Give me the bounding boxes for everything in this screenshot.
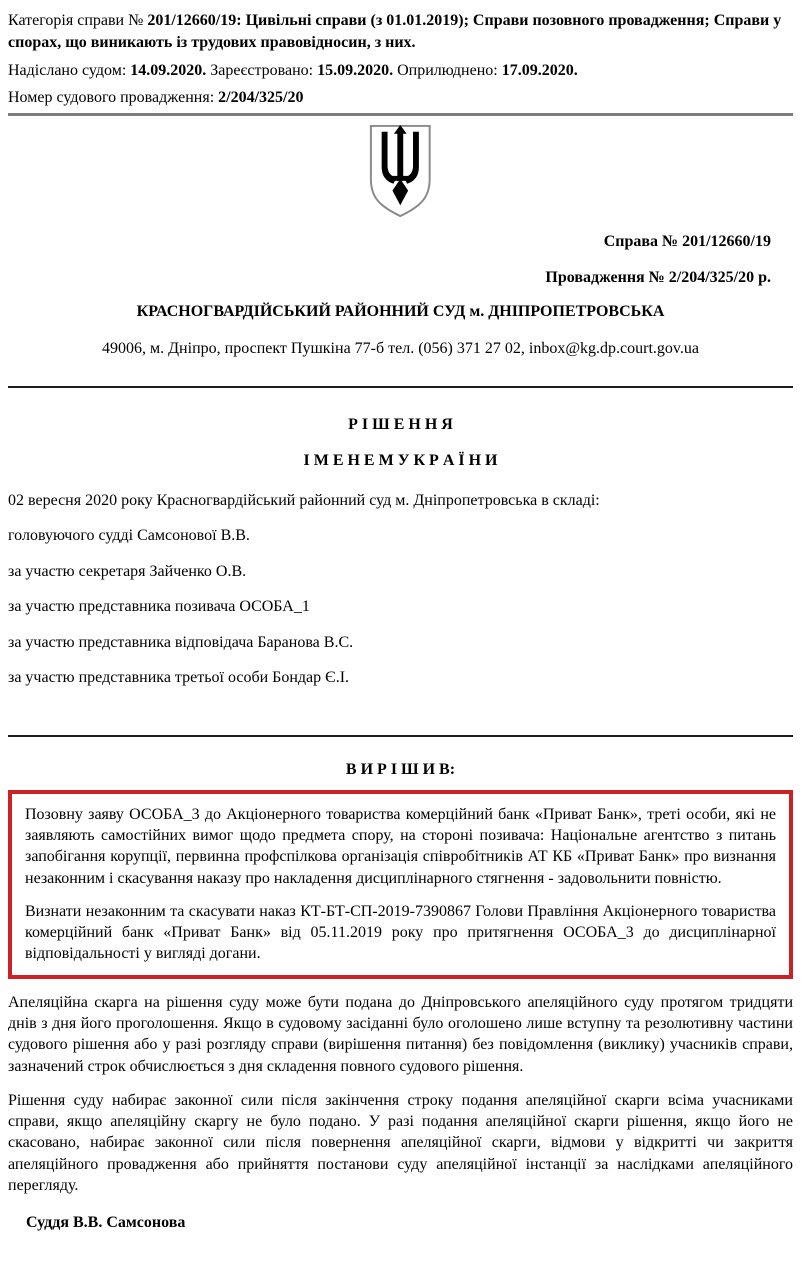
judge-signature-line: Суддя В.В. Самсонова (26, 1214, 186, 1232)
court-address: 49006, м. Дніпро, проспект Пушкіна 77-б тел. (056) 371 27 02, inbox@kg.dp.court.gov.ua (102, 340, 699, 358)
participant-plaintiff-representative: за участю представника позивача ОСОБА_1 (8, 598, 310, 616)
case-number-line: Справа № 201/12660/19 (603, 233, 771, 251)
case-category-label: Категорія справи № (8, 12, 148, 29)
sent-label: Надіслано судом: (8, 62, 131, 80)
section-divider-top (8, 386, 793, 388)
in-name-of-ukraine-title: І М Е Н Е М У К Р А Ї Н И (303, 452, 498, 470)
appeal-paragraph-1: Апеляційна скарга на рішення суду може бути подана до Дніпровського апеляційного суду протягом тридцяти днів з дня його проголошення. Якщо в судовому засіданні було оголошено лише вступну та резолютивну частини судового рішення або у разі розгляду справи (вирішення питання) без повідомлення (виклику) учасників справи, зазначений строк обчислюється з дня складення повного судового рішення. (8, 993, 793, 1075)
proceeding-number-line (8, 87, 793, 109)
dates-line (8, 60, 793, 82)
participant-third-party-representative: за участю представника третьої особи Бондар Є.І. (8, 668, 350, 686)
participant-judge: головуючого судді Самсонової В.В. (8, 527, 250, 545)
resolution-highlight-box (8, 790, 793, 979)
resolution-paragraph-2: Визнати незаконним та скасувати наказ КТ-БТ-СП-2019-7390867 Голови Правління Акціонерного товариства комерційний банк «Приват Банк» від 05.11.2019 року про притягнення ОСОБА_3 до дисциплінарної відповідальності у вигляді догани. (25, 902, 776, 963)
proceeding-line: Провадження № 2/204/325/20 р. (545, 268, 771, 286)
section-divider-resolution (8, 735, 793, 737)
intro-line: 02 вересня 2020 року Красногвардійський районний суд м. Дніпропетровська в складі: (8, 491, 600, 509)
proceeding-number-label: Номер судового провадження: (8, 88, 219, 106)
appeal-paragraph-2: Рішення суду набирає законної сили після закінчення строку подання апеляційної скарги всіма учасниками справи, якщо апеляційну скаргу не було подано. У разі подання апеляційної скарги рішення, якщо його не скасовано, набирає законної сили після повернення апеляційної скарги, відмови у відкритті чи закриття апеляційного провадження або прийняття постанови суду апеляційної інстанції за наслідками апеляційного перегляду. (8, 1091, 793, 1194)
case-category-value: 201/12660/19: Цивільні справи (з 01.01.2019); Справи позовного провадження; Справи у спорах, що виникають із трудових правовідносин, з них. (8, 12, 782, 51)
resolved-title: В И Р І Ш И В: (345, 761, 456, 779)
court-name: КРАСНОГВАРДІЙСЬКИЙ РАЙОННИЙ СУД м. ДНІПРОПЕТРОВСЬКА (136, 302, 665, 320)
registered-date: 15.09.2020. (317, 62, 394, 80)
participant-secretary: за участю секретаря Зайченко О.В. (8, 562, 247, 580)
registered-label: Зареєстровано: (206, 62, 318, 80)
published-label: Оприлюднено: (393, 62, 502, 80)
resolution-paragraph-1: Позовну заяву ОСОБА_3 до Акціонерного товариства комерційний банк «Приват Банк», треті особи, які не заявляють самостійних вимог щодо предмета спору, на стороні позивача: Національне агентство з питань запобігання корупції, первинна профспілкова організація співробітників АТ КБ «Приват Банк» про визнання незаконним і скасування наказу про накладення дисциплінарного стягнення - задовольнити повністю. (25, 805, 776, 887)
published-date: 17.09.2020. (501, 62, 578, 80)
case-category-line (8, 10, 793, 53)
ukraine-trident-emblem-icon (8, 122, 793, 222)
participant-defendant-representative: за участю представника відповідача Баранова В.С. (8, 633, 354, 651)
proceeding-number-value: 2/204/325/20 (218, 88, 304, 106)
sent-date: 14.09.2020. (130, 62, 207, 80)
header-divider (8, 113, 793, 116)
decision-title: Р І Ш Е Н Н Я (348, 415, 453, 433)
